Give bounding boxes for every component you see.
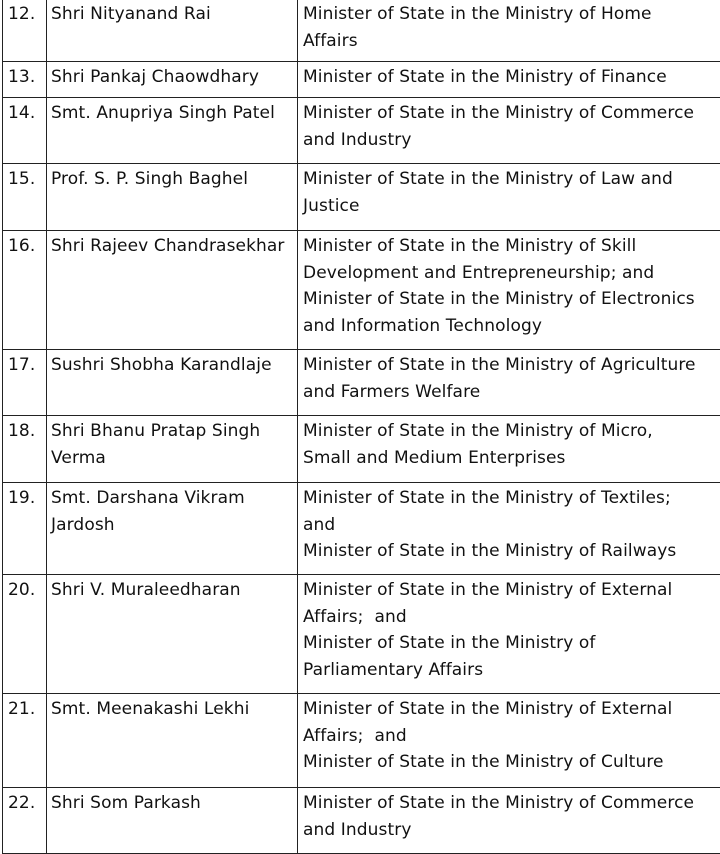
- portfolio-line: Minister of State in the Ministry of Culture: [303, 749, 720, 776]
- portfolio-line: and: [303, 512, 720, 539]
- table-row: [3, 98, 720, 164]
- row-number: 14.: [3, 98, 47, 164]
- portfolio-cell: [298, 416, 720, 483]
- portfolio-line: and Information Technology: [303, 313, 720, 340]
- portfolio-line: Minister of State in the Ministry of Electronics: [303, 286, 720, 313]
- minister-name: Prof. S. P. Singh Baghel: [47, 164, 298, 231]
- portfolio-line: Minister of State in the Ministry of Micro,: [303, 418, 720, 445]
- portfolio-line: Minister of State in the Ministry of Agriculture: [303, 352, 720, 379]
- portfolio-line: Minister of State in the Ministry of: [303, 630, 720, 657]
- table-row: [3, 694, 720, 788]
- minister-name: Shri Pankaj Chaowdhary: [47, 62, 298, 98]
- portfolio-line: Development and Entrepreneurship; and: [303, 260, 720, 287]
- table-row: [3, 231, 720, 350]
- row-number: 16.: [3, 231, 47, 350]
- minister-name: Shri Rajeev Chandrasekhar: [47, 231, 298, 350]
- minister-name: Sushri Shobha Karandlaje: [47, 350, 298, 416]
- table-row: [3, 575, 720, 694]
- table-row: [3, 0, 720, 62]
- portfolio-line: Small and Medium Enterprises: [303, 445, 720, 472]
- portfolio-cell: [298, 164, 720, 231]
- portfolio-line: Minister of State in the Ministry of External: [303, 696, 720, 723]
- row-number: 12.: [3, 0, 47, 62]
- portfolio-line: Minister of State in the Ministry of Railways: [303, 538, 720, 565]
- table-row: [3, 62, 720, 98]
- portfolio-cell: [298, 0, 720, 62]
- portfolio-cell: [298, 483, 720, 575]
- portfolio-line: Parliamentary Affairs: [303, 657, 720, 684]
- minister-name: Smt. Darshana Vikram Jardosh: [47, 483, 298, 575]
- portfolio-line: Minister of State in the Ministry of Finance: [303, 64, 720, 91]
- table-row: [3, 788, 720, 854]
- portfolio-line: Affairs; and: [303, 604, 720, 631]
- portfolio-cell: [298, 788, 720, 854]
- ministers-table: [2, 0, 720, 854]
- portfolio-line: Minister of State in the Ministry of Law and: [303, 166, 720, 193]
- portfolio-line: and Farmers Welfare: [303, 379, 720, 406]
- minister-name: Smt. Meenakashi Lekhi: [47, 694, 298, 788]
- table-row: [3, 164, 720, 231]
- table-row: [3, 416, 720, 483]
- row-number: 13.: [3, 62, 47, 98]
- table-row: [3, 350, 720, 416]
- minister-name: Shri Bhanu Pratap Singh Verma: [47, 416, 298, 483]
- portfolio-cell: [298, 350, 720, 416]
- portfolio-cell: [298, 694, 720, 788]
- portfolio-cell: [298, 98, 720, 164]
- minister-name: Shri V. Muraleedharan: [47, 575, 298, 694]
- row-number: 20.: [3, 575, 47, 694]
- row-number: 15.: [3, 164, 47, 231]
- portfolio-line: Minister of State in the Ministry of Home: [303, 1, 720, 28]
- row-number: 18.: [3, 416, 47, 483]
- ministers-table-body: [3, 0, 720, 854]
- minister-name: Smt. Anupriya Singh Patel: [47, 98, 298, 164]
- portfolio-line: Affairs; and: [303, 723, 720, 750]
- minister-name: Shri Som Parkash: [47, 788, 298, 854]
- portfolio-line: Minister of State in the Ministry of External: [303, 577, 720, 604]
- portfolio-line: and Industry: [303, 127, 720, 154]
- portfolio-line: Justice: [303, 193, 720, 220]
- portfolio-cell: [298, 575, 720, 694]
- portfolio-line: Minister of State in the Ministry of Textiles;: [303, 485, 720, 512]
- table-row: [3, 483, 720, 575]
- portfolio-line: Minister of State in the Ministry of Skill: [303, 233, 720, 260]
- portfolio-cell: [298, 231, 720, 350]
- row-number: 19.: [3, 483, 47, 575]
- portfolio-line: Minister of State in the Ministry of Commerce: [303, 790, 720, 817]
- minister-name: Shri Nityanand Rai: [47, 0, 298, 62]
- portfolio-line: Minister of State in the Ministry of Commerce: [303, 100, 720, 127]
- row-number: 17.: [3, 350, 47, 416]
- portfolio-cell: [298, 62, 720, 98]
- row-number: 22.: [3, 788, 47, 854]
- portfolio-line: and Industry: [303, 817, 720, 844]
- portfolio-line: Affairs: [303, 28, 720, 55]
- row-number: 21.: [3, 694, 47, 788]
